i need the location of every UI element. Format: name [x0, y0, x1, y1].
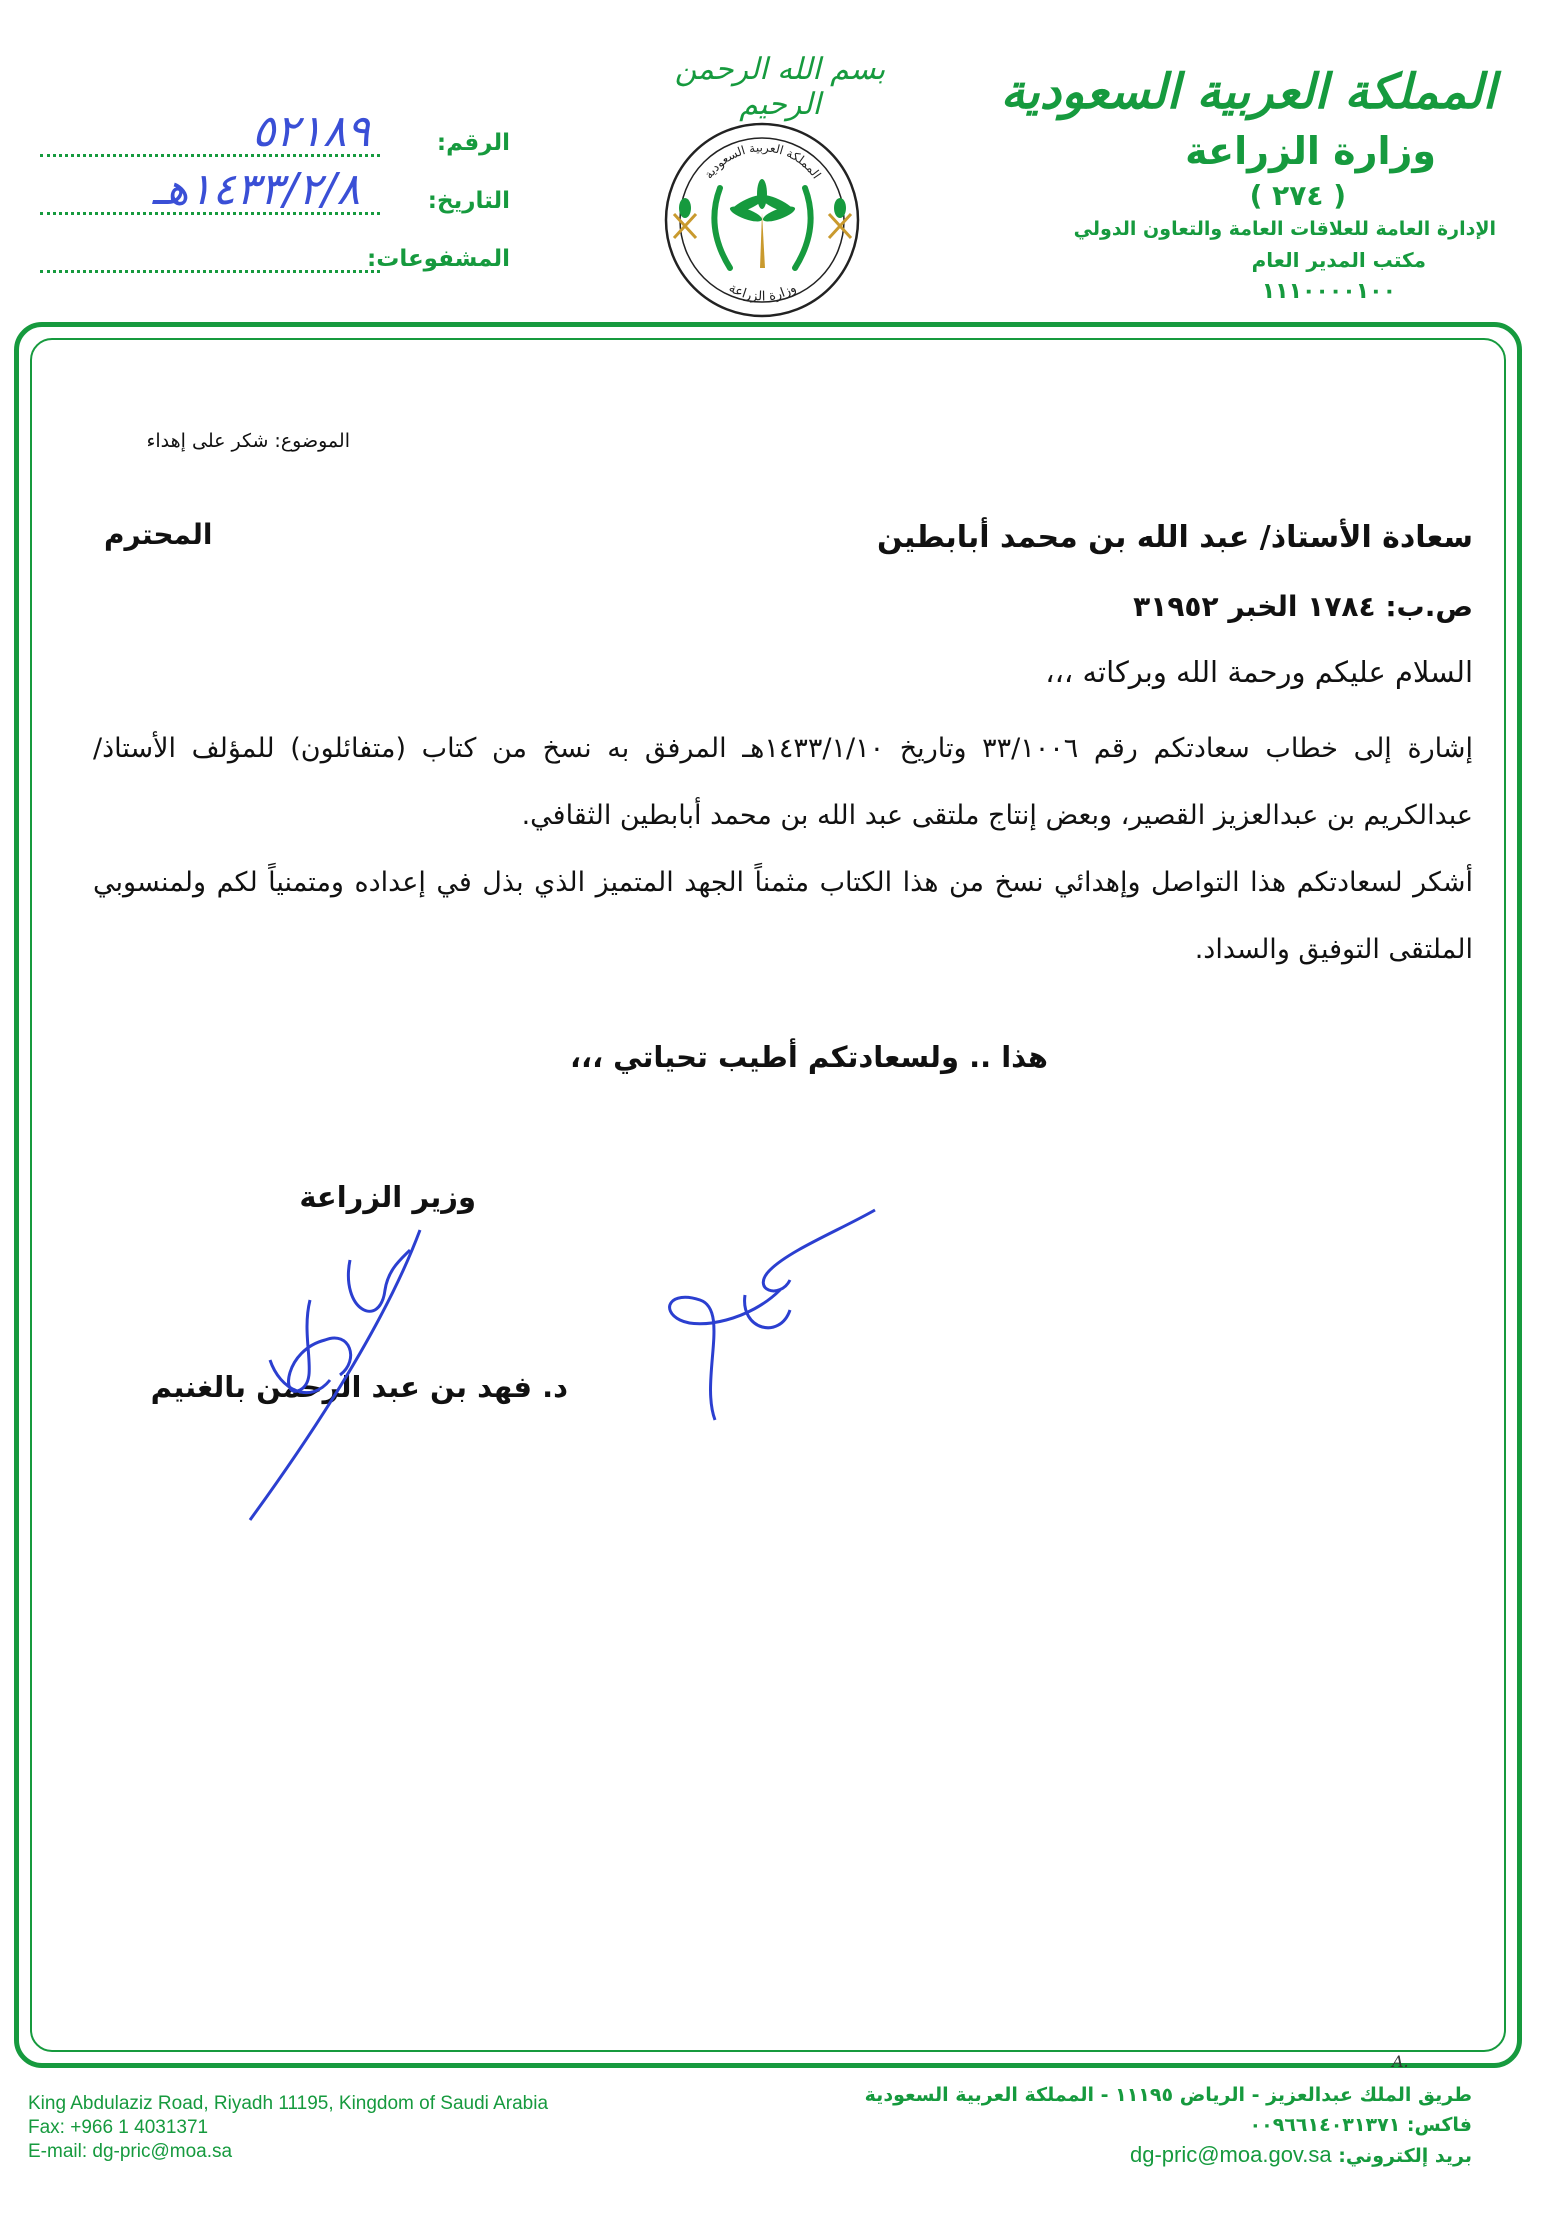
basmala: بسم الله الرحمن الرحيم: [674, 52, 886, 122]
closing-line: هذا .. ولسعادتكم أطيب تحياتي ،،،: [570, 1040, 1048, 1074]
respected-title: المحترم: [104, 518, 213, 551]
handwritten-note: محبكم: [700, 1430, 703, 1431]
department-name: الإدارة العامة للعلاقات العامة والتعاون الدولي: [1073, 218, 1496, 240]
minister-title: وزير الزراعة: [299, 1180, 476, 1214]
footer-address-ar: طريق الملك عبدالعزيز - الرياض ١١١٩٥ - المملكة العربية السعودية: [864, 2084, 1472, 2106]
greeting: السلام عليكم ورحمة الله وبركاته ،،،: [1045, 655, 1473, 689]
footer-fax-ar: فاكس: ٠٠٩٦٦١٤٠٣١٣٧١: [1249, 2114, 1472, 2136]
phone-number: ١١١٠٠٠٠١٠٠: [1261, 279, 1396, 304]
minister-name: د. فهد بن عبد الرحمن بالغنيم: [150, 1370, 568, 1404]
stamp-mark: A.: [1392, 2052, 1409, 2071]
footer-arabic: [865, 2080, 1472, 2171]
subject-line: الموضوع: شكر على إهداء: [146, 430, 350, 452]
recipient-name: سعادة الأستاذ/ عبد الله بن محمد أبابطين: [877, 520, 1473, 555]
footer-email-value: dg-pric@moa.gov.sa: [1129, 2142, 1332, 2167]
number-handwritten: ٥٢١٨٩: [251, 106, 370, 157]
footer-address-en: King Abdulaziz Road, Riyadh 11195, Kingdom of Saudi Arabia: [28, 2093, 549, 2114]
reference-fields: [30, 106, 510, 292]
footer-email-en: E-mail: dg-pric@moa.sa: [28, 2141, 233, 2162]
ministry-code: ( ٢٧٤ ): [1249, 179, 1346, 212]
attachments-dotted-line: [40, 270, 380, 273]
date-label: التاريخ:: [427, 188, 510, 214]
footer-email-label: بريد إلكتروني:: [1338, 2145, 1472, 2167]
footer-fax-en: Fax: +966 1 4031371: [28, 2117, 209, 2138]
attachments-label: المشفوعات:: [367, 246, 510, 272]
date-handwritten: ١٤٣٣/٢/٨هـ: [152, 164, 360, 215]
footer-email-ar: [865, 2140, 1472, 2171]
attachments-field: [30, 234, 510, 292]
footer-english: [28, 2092, 548, 2164]
svg-text:وزارة الزراعة: [726, 281, 799, 305]
recipient-pobox: ص.ب: ١٧٨٤ الخبر ٣١٩٥٢: [1133, 590, 1473, 623]
ministry-name: وزارة الزراعة: [1185, 129, 1436, 173]
number-label: الرقم:: [436, 130, 510, 156]
emblem-text-top: المملكة العربية السعودية: [701, 140, 824, 182]
office-name: مكتب المدير العام: [1251, 248, 1426, 272]
letter-body: [93, 715, 1473, 983]
paragraph-thanks: أشكر لسعادتكم هذا التواصل وإهدائي نسخ من هذا الكتاب مثمناً الجهد المتميز الذي بذل في إعداده ومتمنياً لكم ولمنسوبي الملتقى التوفيق والسداد.: [93, 867, 1473, 965]
emblem-text-bottom: وزارة الزراعة: [726, 280, 799, 305]
paragraph-reference: إشارة إلى خطاب سعادتكم رقم ٣٣/١٠٠٦ وتاريخ ١٤٣٣/١/١٠هـ المرفق به نسخ من كتاب (متفائلون) للمؤلف الأستاذ/ عبدالكريم بن عبدالعزيز القصير، وبعض إنتاج ملتقى عبد الله بن محمد أبابطين الثقافي.: [93, 733, 1473, 831]
handwritten-note-icon: [640, 1180, 900, 1440]
letterhead-right: [996, 60, 1496, 308]
date-field: [30, 164, 510, 234]
kingdom-name: المملكة العربية السعودية: [1000, 64, 1496, 120]
svg-text:المملكة العربية السعودية: [701, 140, 823, 181]
ministry-emblem-icon: [660, 118, 865, 323]
minister-signature: [150, 1190, 450, 1530]
